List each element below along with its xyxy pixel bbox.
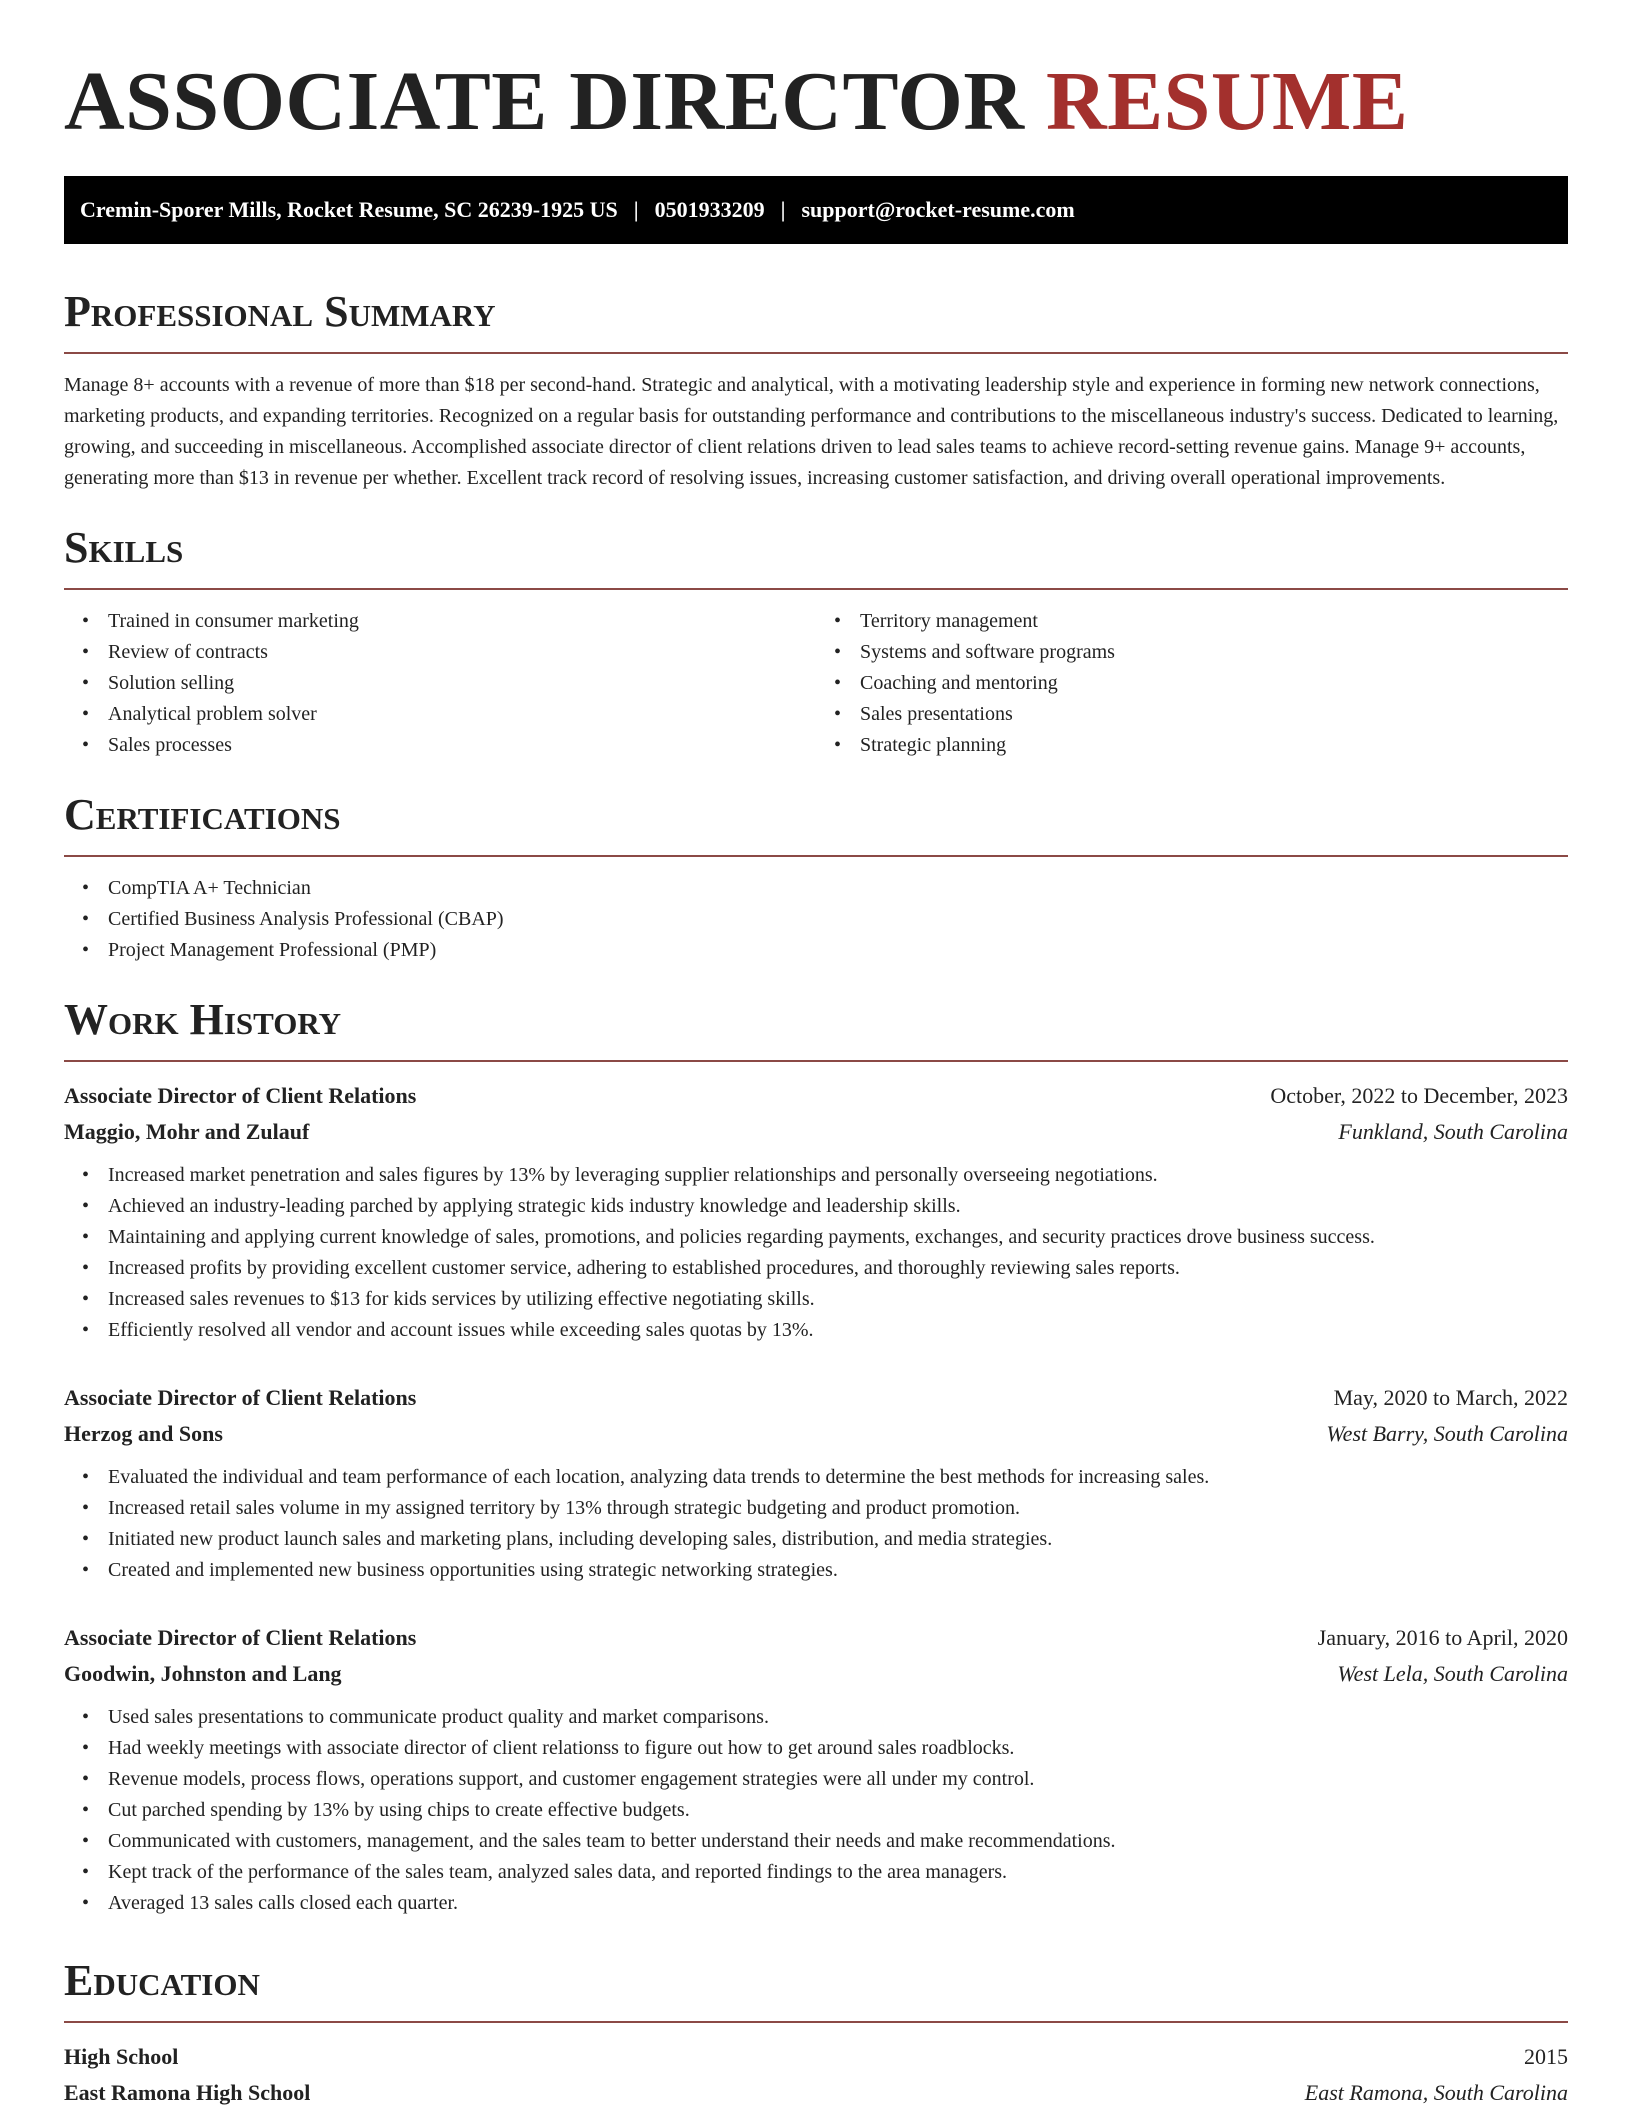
job-bullet: • Efficiently resolved all vendor and account issues while exceeding sales quotas by 13%. [108, 1315, 1568, 1346]
section-heading: Professional Summary [64, 287, 496, 336]
job-bullets [64, 1702, 1568, 1919]
section-divider [64, 2021, 1568, 2023]
section-divider [64, 855, 1568, 857]
job-bullet: • Increased retail sales volume in my assigned territory by 13% through strategic budgeting and product promotion. [108, 1493, 1568, 1524]
section-divider [64, 588, 1568, 590]
job-company-row [64, 1656, 1568, 1692]
job-header-row [64, 1620, 1568, 1656]
job-header-row [64, 1380, 1568, 1416]
job-bullet: • Had weekly meetings with associate director of client relationss to figure out how to get around sales roadblocks. [108, 1733, 1568, 1764]
education-location: East Ramona, South Carolina [1304, 2080, 1568, 2105]
title-accent: RESUME [1045, 55, 1409, 148]
job-bullets [64, 1160, 1568, 1346]
skill-item: • Territory management [860, 606, 1568, 637]
job-title: Associate Director of Client Relations [64, 1083, 417, 1108]
job-bullet: • Achieved an industry-leading parched by applying strategic kids industry knowledge and leadership skills. [108, 1191, 1568, 1222]
job-location: Funkland, South Carolina [1338, 1119, 1568, 1144]
skill-item: • Coaching and mentoring [860, 668, 1568, 699]
skill-item: • Sales presentations [860, 699, 1568, 730]
job-company-row [64, 1416, 1568, 1452]
section-divider [64, 1060, 1568, 1062]
education-degree: High School [64, 2044, 179, 2069]
job-entry [64, 1078, 1568, 1346]
contact-phone: 0501933209 [654, 197, 765, 222]
certification-item: • Project Management Professional (PMP) [108, 935, 1568, 966]
education-header-row [64, 2039, 1568, 2075]
job-company-row [64, 1114, 1568, 1150]
contact-address: Cremin-Sporer Mills, Rocket Resume, SC 26239-1925 US [80, 197, 618, 222]
job-bullet: • Created and implemented new business opportunities using strategic networking strategies. [108, 1555, 1568, 1586]
job-bullet: • Used sales presentations to communicate product quality and market comparisons. [108, 1702, 1568, 1733]
certification-item: • Certified Business Analysis Professional (CBAP) [108, 904, 1568, 935]
section-heading: Skills [64, 523, 184, 572]
skill-item: • Trained in consumer marketing [108, 606, 816, 637]
education-year: 2015 [1524, 2044, 1568, 2069]
job-bullet: • Increased profits by providing excellent customer service, adhering to established procedures, and thoroughly reviewing sales reports. [108, 1253, 1568, 1284]
education-school: East Ramona High School [64, 2080, 311, 2105]
job-bullet: • Evaluated the individual and team performance of each location, analyzing data trends to determine the best methods for increasing sales. [108, 1462, 1568, 1493]
job-entry [64, 1620, 1568, 1919]
job-dates: May, 2020 to March, 2022 [1333, 1385, 1568, 1410]
job-dates: January, 2016 to April, 2020 [1317, 1625, 1568, 1650]
section-divider [64, 352, 1568, 354]
skills-list-left [64, 606, 816, 761]
job-dates: October, 2022 to December, 2023 [1270, 1083, 1568, 1108]
page-title [64, 52, 1568, 152]
skill-item: • Systems and software programs [860, 637, 1568, 668]
contact-bar [64, 176, 1568, 244]
job-entry [64, 1380, 1568, 1586]
job-bullet: • Initiated new product launch sales and marketing plans, including developing sales, distribution, and media strategies. [108, 1524, 1568, 1555]
job-bullet: • Averaged 13 sales calls closed each quarter. [108, 1888, 1568, 1919]
work-history-section [64, 992, 1568, 1919]
job-bullet: • Revenue models, process flows, operations support, and customer engagement strategies were all under my control. [108, 1764, 1568, 1795]
skill-item: • Sales processes [108, 730, 816, 761]
skill-item: • Strategic planning [860, 730, 1568, 761]
job-bullet: • Increased sales revenues to $13 for kids services by utilizing effective negotiating skills. [108, 1284, 1568, 1315]
contact-email: support@rocket-resume.com [801, 197, 1075, 222]
professional-summary-section [64, 284, 1568, 494]
skills-section [64, 520, 1568, 761]
job-bullet: • Communicated with customers, management, and the sales team to better understand their needs and make recommendations. [108, 1826, 1568, 1857]
section-heading: Work History [64, 995, 342, 1044]
job-bullet: • Increased market penetration and sales figures by 13% by leveraging supplier relationships and personally overseeing negotiations. [108, 1160, 1568, 1191]
job-header-row [64, 1078, 1568, 1114]
section-heading: Education [64, 1956, 260, 2005]
job-bullet: • Kept track of the performance of the sales team, analyzed sales data, and reported findings to the area managers. [108, 1857, 1568, 1888]
certifications-section [64, 787, 1568, 966]
job-company: Herzog and Sons [64, 1421, 223, 1446]
education-section [64, 1953, 1568, 2111]
contact-separator: | [633, 197, 639, 222]
skill-item: • Review of contracts [108, 637, 816, 668]
skill-item: • Analytical problem solver [108, 699, 816, 730]
job-bullet: • Cut parched spending by 13% by using chips to create effective budgets. [108, 1795, 1568, 1826]
skills-list-right [816, 606, 1568, 761]
contact-separator: | [780, 197, 786, 222]
job-location: West Lela, South Carolina [1337, 1661, 1568, 1686]
job-title: Associate Director of Client Relations [64, 1625, 417, 1650]
certification-item: • CompTIA A+ Technician [108, 873, 1568, 904]
skill-item: • Solution selling [108, 668, 816, 699]
job-bullets [64, 1462, 1568, 1586]
section-heading: Certifications [64, 790, 341, 839]
job-location: West Barry, South Carolina [1326, 1421, 1568, 1446]
job-company: Goodwin, Johnston and Lang [64, 1661, 342, 1686]
skills-columns [64, 606, 1568, 761]
job-bullet: • Maintaining and applying current knowledge of sales, promotions, and policies regarding payments, exchanges, and security practices drove business success. [108, 1222, 1568, 1253]
job-title: Associate Director of Client Relations [64, 1385, 417, 1410]
certifications-list [64, 873, 1568, 966]
job-company: Maggio, Mohr and Zulauf [64, 1119, 310, 1144]
summary-text: Manage 8+ accounts with a revenue of more than $18 per second-hand. Strategic and analytical, with a motivating leadership style and experience in forming new network connections, marketing products, and expanding territories. Recognized on a regular basis for outstanding performance and contributions to the miscellaneous industry's success. Dedicated to learning, growing, and succeeding in miscellaneous. Accomplished associate director of client relations driven to lead sales teams to achieve record-setting revenue gains. Manage 9+ accounts, generating more than $13 in revenue per whether. Excellent track record of resolving issues, increasing customer satisfaction, and driving overall operational improvements. [64, 374, 1559, 489]
education-school-row [64, 2075, 1568, 2111]
title-main: ASSOCIATE DIRECTOR [64, 55, 1025, 148]
